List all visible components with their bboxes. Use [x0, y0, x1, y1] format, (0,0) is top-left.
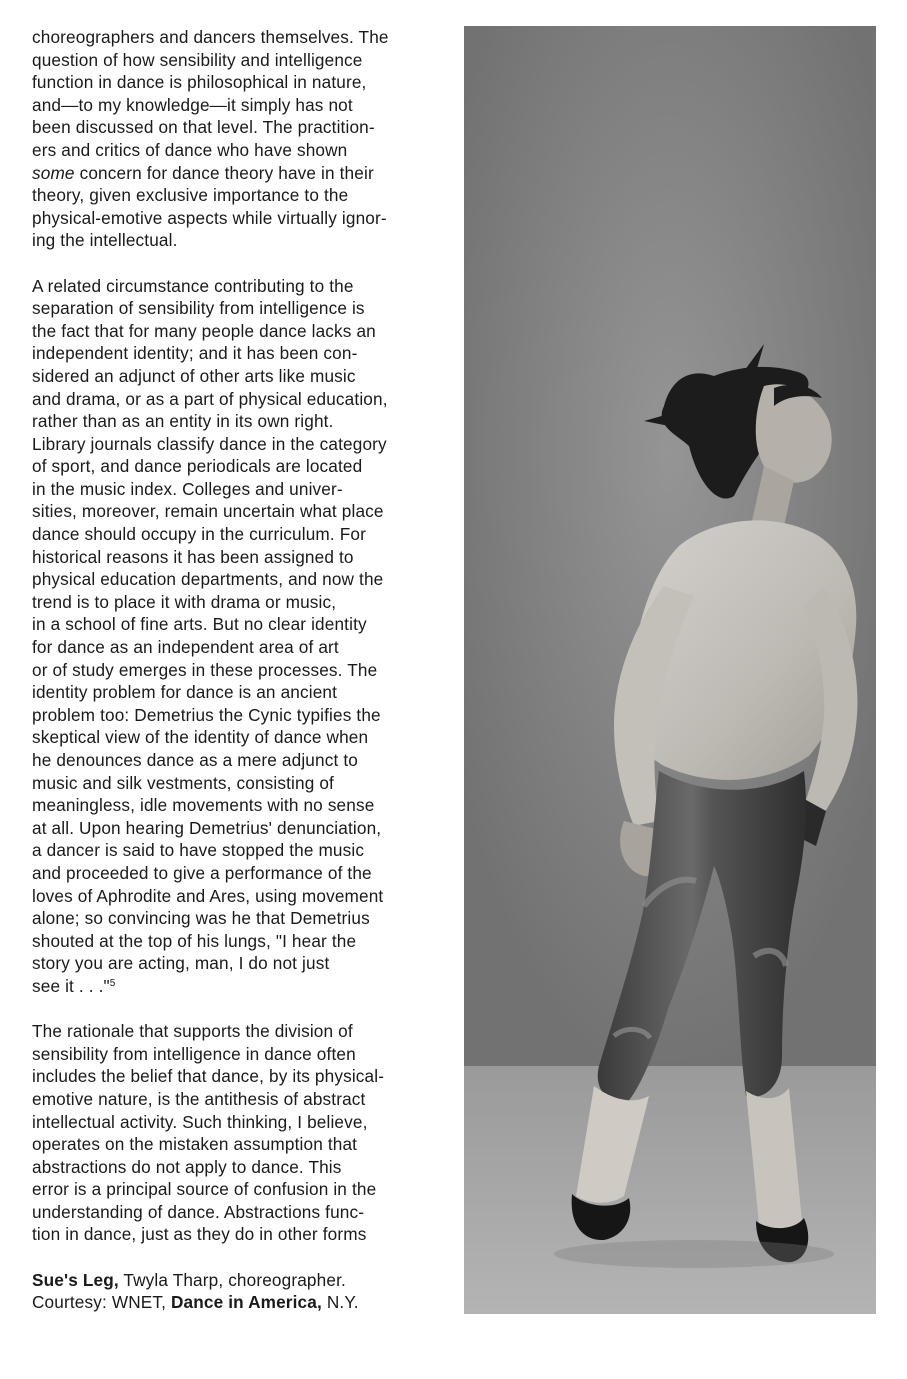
text-line: problem too: Demetrius the Cynic typifies the	[32, 704, 381, 725]
text-line: physical education departments, and now the	[32, 569, 384, 590]
text-line: separation of sensibility from intelligence is	[32, 298, 365, 319]
dancer-illustration	[464, 26, 876, 1314]
text-line: error is a principal source of confusion in the	[32, 1179, 377, 1200]
paragraph-2	[32, 275, 444, 998]
text-line: choreographers and dancers themselves. The	[32, 27, 389, 47]
text-line: loves of Aphrodite and Ares, using movement	[32, 885, 384, 906]
text-line: music and silk vestments, consisting of	[32, 772, 334, 793]
text-line: sities, moreover, remain uncertain what place	[32, 501, 384, 522]
text-line: story you are acting, man, I do not just	[32, 953, 330, 974]
dancer-photograph	[464, 26, 876, 1314]
text-line: question of how sensibility and intelligence	[32, 49, 363, 70]
caption-location: N.Y.	[321, 1292, 359, 1313]
text-line: or of study emerges in these processes. The	[32, 659, 378, 680]
text-line: the fact that for many people dance lacks an	[32, 320, 376, 341]
text-line: intellectual activity. Such thinking, I believe,	[32, 1111, 368, 1132]
text-line-start: see it . . ."	[32, 975, 110, 996]
text-line: dance should occupy in the curriculum. For	[32, 524, 366, 545]
paragraph-1	[32, 26, 444, 252]
text-line: of sport, and dance periodicals are located	[32, 456, 363, 477]
text-line: at all. Upon hearing Demetrius' denunciation,	[32, 817, 382, 838]
article-text	[32, 26, 444, 1314]
text-line: and—to my knowledge—it simply has not	[32, 94, 353, 115]
text-line: understanding of dance. Abstractions func-	[32, 1201, 365, 1222]
text-line: alone; so convincing was he that Demetrius	[32, 908, 370, 929]
caption-line-2	[32, 1291, 444, 1314]
text-line: rather than as an entity in its own right.	[32, 411, 334, 432]
text-line: Library journals classify dance in the category	[32, 433, 387, 454]
text-line: abstractions do not apply to dance. This	[32, 1156, 342, 1177]
stage-floor	[464, 1066, 876, 1314]
text-line: operates on the mistaken assumption that	[32, 1134, 358, 1155]
caption-series: Dance in America,	[170, 1292, 322, 1313]
paragraph-3	[32, 1020, 444, 1246]
text-line-rest: concern for dance theory have in their	[79, 162, 374, 183]
text-line: The rationale that supports the division of	[32, 1021, 353, 1042]
text-line: emotive nature, is the antithesis of abstract	[32, 1088, 366, 1109]
caption-title: Sue's Leg,	[32, 1269, 119, 1290]
text-line-with-emphasis	[32, 162, 444, 185]
text-line: includes the belief that dance, by its physical-	[32, 1066, 385, 1087]
text-line: tion in dance, just as they do in other forms	[32, 1224, 367, 1245]
text-line: and proceeded to give a performance of the	[32, 862, 372, 883]
text-line: he denounces dance as a mere adjunct to	[32, 750, 358, 770]
text-line: function in dance is philosophical in nature,	[32, 72, 367, 93]
text-line: sensibility from intelligence in dance often	[32, 1043, 356, 1064]
text-line: skeptical view of the identity of dance when	[32, 727, 369, 748]
caption-line-1	[32, 1269, 444, 1292]
text-line: independent identity; and it has been con-	[32, 343, 358, 364]
text-line: trend is to place it with drama or music,	[32, 591, 337, 612]
text-line: in the music index. Colleges and univer-	[32, 478, 343, 499]
text-line: ing the intellectual.	[32, 230, 178, 251]
text-line: ers and critics of dance who have shown	[32, 139, 348, 160]
text-line: and drama, or as a part of physical education,	[32, 388, 388, 409]
text-line: theory, given exclusive importance to the	[32, 185, 349, 206]
text-line: a dancer is said to have stopped the music	[32, 840, 365, 861]
caption-credit: Twyla Tharp, choreographer.	[118, 1269, 346, 1290]
floor-shadow	[554, 1240, 834, 1268]
text-line: been discussed on that level. The practition-	[32, 117, 375, 138]
text-line: sidered an adjunct of other arts like music	[32, 365, 356, 386]
text-line: identity problem for dance is an ancient	[32, 682, 338, 703]
text-line: physical-emotive aspects while virtually ignor-	[32, 207, 387, 228]
photo-caption	[32, 1269, 444, 1314]
text-line: historical reasons it has been assigned to	[32, 546, 354, 567]
caption-courtesy: Courtesy: WNET,	[32, 1292, 171, 1313]
text-line: meaningless, idle movements with no sense	[32, 795, 375, 816]
text-line-with-footnote	[32, 975, 444, 998]
footnote-mark: 5	[109, 977, 116, 989]
text-line: for dance as an independent area of art	[32, 637, 339, 658]
text-line: A related circumstance contributing to the	[32, 275, 354, 296]
text-line: in a school of fine arts. But no clear identity	[32, 614, 367, 635]
emphasis-word: some	[32, 162, 75, 183]
text-line: shouted at the top of his lungs, "I hear the	[32, 930, 357, 951]
